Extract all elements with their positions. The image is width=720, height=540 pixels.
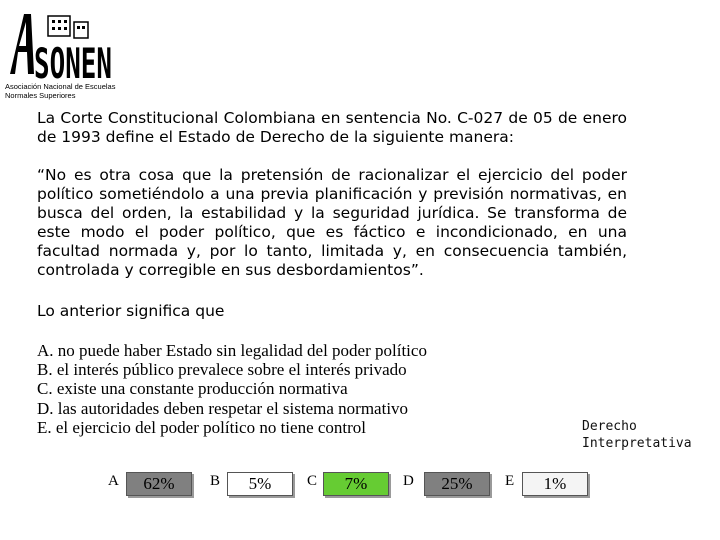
result-letter-b: B: [210, 473, 221, 489]
answer-options: [37, 341, 427, 437]
option-e: E. el ejercicio del poder político no tiene control: [37, 417, 367, 437]
option-a: A. no puede haber Estado sin legalidad del poder político: [37, 341, 427, 360]
option-c: C. existe una constante producción normativa: [37, 379, 348, 399]
result-letter-e: E: [505, 473, 515, 489]
result-letter-a: A: [108, 473, 119, 489]
result-box-b: 5%: [227, 472, 293, 496]
result-letter-c: C: [307, 473, 318, 489]
result-box-c: 7%: [323, 472, 389, 496]
result-box-e: 1%: [522, 472, 588, 496]
intro-paragraph: La Corte Constitucional Colombiana en sentencia No. C-027 de 05 de enero de 1993 define el Estado de Derecho de la siguiente manera:: [37, 109, 627, 146]
option-d: D. las autoridades deben respetar el sistema normativo: [37, 398, 409, 418]
logo-subtitle-line1: Asociación Nacional de Escuelas: [5, 82, 116, 91]
result-box-d: 25%: [424, 472, 490, 496]
logo-subtitle-line2: Normales Superiores: [5, 91, 76, 100]
quote-paragraph: “No es otra cosa que la pretensión de racionalizar el ejercicio del poder político sometiéndolo a una previa planificación y previsión normativas, en busca del orden, la estabilidad y la seguridad jurídica. Se transforma de este modo el poder político, que es fáctico e incondicionado, en una facultad normada y, por lo tanto, limitada y, en consecuencia también, controlada y corregible en sus desbordamientos”.: [37, 166, 627, 279]
result-box-a: 62%: [126, 472, 192, 496]
question-prompt: Lo anterior significa que: [37, 302, 225, 320]
result-letter-d: D: [403, 473, 414, 489]
category-line2: Interpretativa: [582, 436, 692, 451]
option-b: B. el interés público prevalece sobre el interés privado: [37, 360, 407, 380]
category-label: [582, 418, 692, 452]
asonen-logo-graphic: [4, 8, 114, 80]
svg-text:SONEN: SONEN: [34, 39, 112, 80]
asonen-logo: [4, 8, 114, 100]
category-line1: Derecho: [582, 419, 637, 434]
